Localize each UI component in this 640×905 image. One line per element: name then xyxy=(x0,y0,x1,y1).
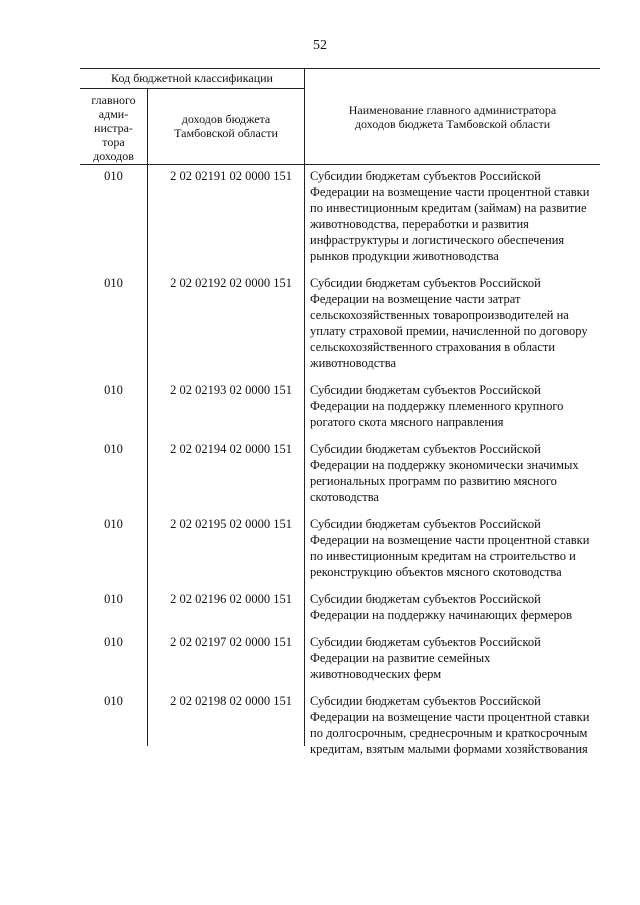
table-row xyxy=(80,516,600,580)
budget-code-cell: 2 02 02192 02 0000 151 xyxy=(170,276,292,290)
table-row xyxy=(80,382,600,430)
admin-code-cell: 010 xyxy=(104,694,123,708)
description-cell: Субсидии бюджетам субъектов Российской Федерации на поддержку начинающих фермеров xyxy=(310,592,573,622)
table-body xyxy=(80,168,600,768)
admin-code-cell: 010 xyxy=(104,592,123,606)
admin-code-cell: 010 xyxy=(104,383,123,397)
budget-code-cell: 2 02 02195 02 0000 151 xyxy=(170,517,292,531)
budget-code-cell: 2 02 02193 02 0000 151 xyxy=(170,383,292,397)
table-row xyxy=(80,275,600,371)
group-header-title: Код бюджетной классификации xyxy=(111,71,273,85)
admin-code-cell: 010 xyxy=(104,169,123,183)
table-row xyxy=(80,693,600,757)
description-cell: Субсидии бюджетам субъектов Российской Федерации на возмещение части процентной ставки по инвестиционным кредитам (займам) на развитие животноводства, переработки и развития инфраструктуры и логистического обеспечения рынков продукции животноводства xyxy=(310,169,590,263)
table-row xyxy=(80,634,600,682)
budget-code-cell: 2 02 02197 02 0000 151 xyxy=(170,635,292,649)
page-number: 52 xyxy=(313,38,327,53)
description-cell: Субсидии бюджетам субъектов Российской Федерации на развитие семейных животноводческих ферм xyxy=(310,635,541,681)
description-cell: Субсидии бюджетам субъектов Российской Федерации на возмещение части процентной ставки по инвестиционным кредитам на строительство и реконструкцию объектов мясного скотоводства xyxy=(310,517,590,579)
admin-code-cell: 010 xyxy=(104,442,123,456)
description-cell: Субсидии бюджетам субъектов Российской Федерации на возмещение части затрат сельскохозяйственных товаропроизводителей на уплату страховой премии, начисленной по договору сельскохозяйственного страхования в области животноводства xyxy=(310,276,588,370)
admin-code-cell: 010 xyxy=(104,635,123,649)
description-cell: Субсидии бюджетам субъектов Российской Федерации на поддержку племенного крупного рогатого скота мясного направления xyxy=(310,383,564,429)
budget-code-cell: 2 02 02198 02 0000 151 xyxy=(170,694,292,708)
header-col-admin: главного адми- нистра- тора доходов xyxy=(91,93,136,163)
table-top-border xyxy=(80,68,600,69)
group-header-divider xyxy=(80,88,304,89)
budget-code-cell: 2 02 02191 02 0000 151 xyxy=(170,169,292,183)
description-cell: Субсидии бюджетам субъектов Российской Федерации на поддержку экономически значимых региональных программ по развитию мясного скотоводства xyxy=(310,442,579,504)
description-cell: Субсидии бюджетам субъектов Российской Федерации на возмещение части процентной ставки по долгосрочным, среднесрочным и краткосрочным кредитам, взятым малыми формами хозяйствования xyxy=(310,694,590,756)
table-row xyxy=(80,168,600,264)
header-col-name: Наименование главного администратора доходов бюджета Тамбовской области xyxy=(348,103,557,131)
header-col-code: доходов бюджета Тамбовской области xyxy=(174,112,278,140)
header-bottom-border xyxy=(80,164,600,165)
table-row xyxy=(80,591,600,623)
budget-code-cell: 2 02 02196 02 0000 151 xyxy=(170,592,292,606)
admin-code-cell: 010 xyxy=(104,517,123,531)
budget-code-cell: 2 02 02194 02 0000 151 xyxy=(170,442,292,456)
table-row xyxy=(80,441,600,505)
admin-code-cell: 010 xyxy=(104,276,123,290)
